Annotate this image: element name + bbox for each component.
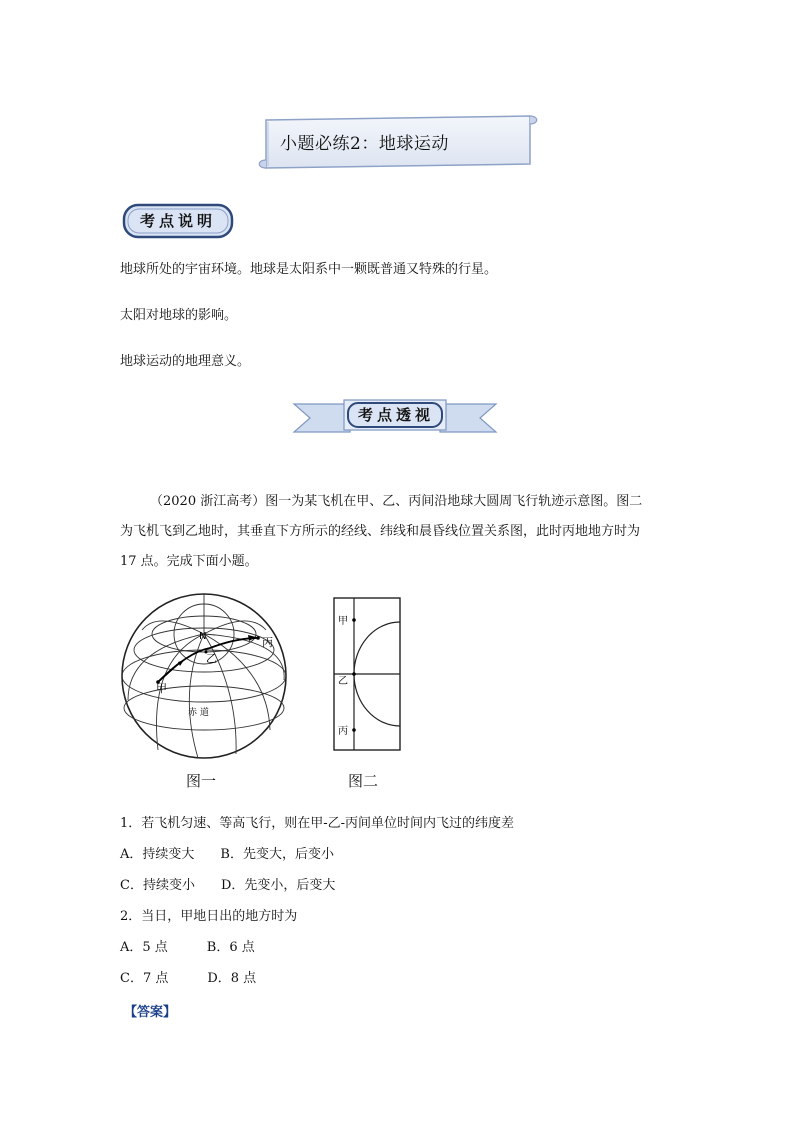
fig2-label-yi: 乙 [338, 676, 348, 687]
answer-label: 【答案】 [124, 1005, 177, 1020]
question-2-options-cd: C．7 点 D．8 点 [120, 971, 257, 986]
question-1-options-ab: A．持续变大 B．先变大，后变小 [120, 847, 334, 862]
question-1-options-cd: C．持续变小 D．先变小，后变大 [120, 878, 336, 893]
fig2-label-bing: 丙 [338, 726, 348, 737]
intro-line-1: 地球所处的宇宙环境。地球是太阳系中一颗既普通又特殊的行星。 [120, 262, 498, 277]
fig2-label-jia: 甲 [338, 616, 348, 627]
figure-1-globe [118, 590, 290, 762]
label-bing: 丙 [262, 636, 273, 649]
question-2-stem: 2．当日，甲地日出的地方时为 [120, 909, 298, 924]
label-north: N [199, 631, 207, 642]
section-label-shuoming: 考点说明 [139, 212, 216, 230]
question-1-stem: 1．若飞机匀速、等高飞行，则在甲-乙-丙间单位时间内飞过的纬度差 [120, 816, 515, 831]
figure-1-caption: 图一 [186, 772, 217, 790]
section-label-touxi: 考点透视 [357, 406, 434, 424]
intro-line-3: 地球运动的地理意义。 [120, 354, 251, 369]
problem-line-1: （2020 浙江高考）图一为某飞机在甲、乙、丙间沿地球大圆周飞行轨迹示意图。图二 [150, 494, 643, 509]
page-title: 小题必练2：地球运动 [280, 134, 449, 154]
figure-2-caption: 图二 [348, 772, 379, 790]
label-equator: 赤 道 [188, 708, 209, 718]
label-yi: 乙 [206, 652, 217, 665]
problem-line-2: 为飞机飞到乙地时，其垂直下方所示的经线、纬线和晨昏线位置关系图，此时丙地地方时为 [120, 524, 641, 539]
figure-2-diagram [332, 596, 402, 752]
question-2-options-ab: A．5 点 B．6 点 [120, 940, 255, 955]
label-jia: 甲 [156, 682, 167, 695]
problem-line-3: 17 点。完成下面小题。 [120, 554, 258, 569]
intro-line-2: 太阳对地球的影响。 [120, 308, 238, 323]
